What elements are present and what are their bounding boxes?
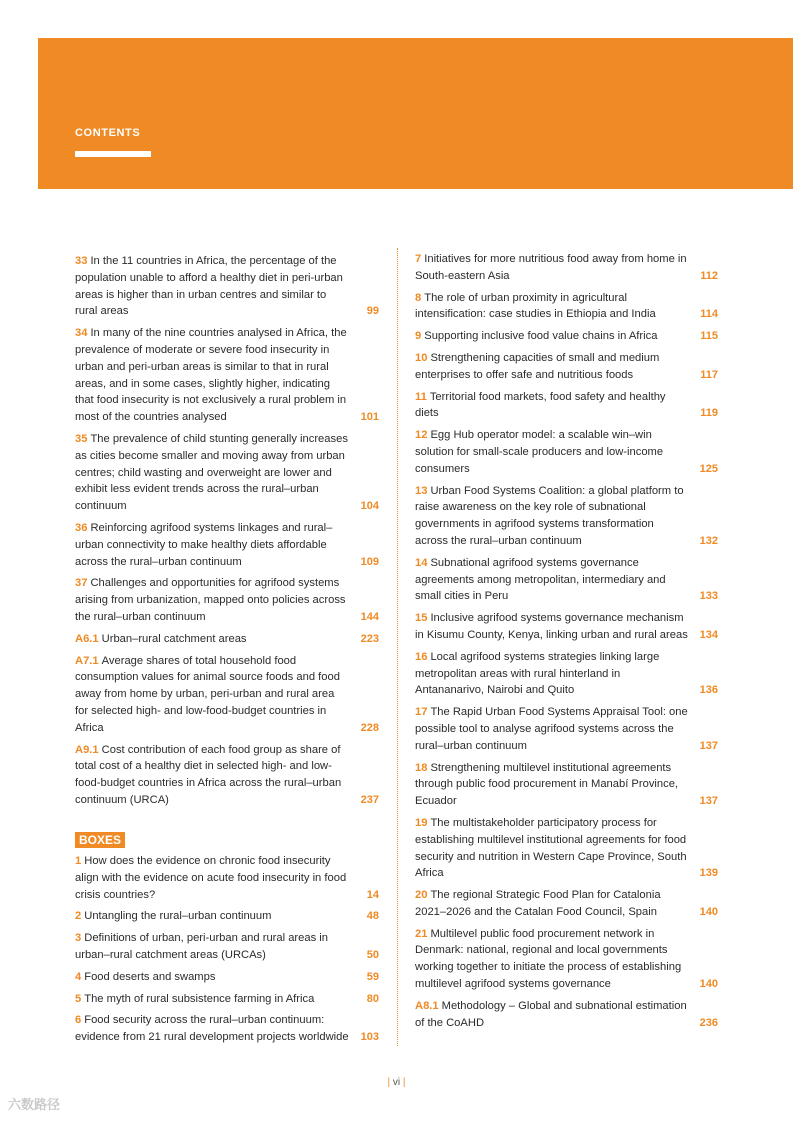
entry-page-number: 48: [366, 910, 379, 923]
entry-title: Territorial food markets, food safety and healthy diets: [415, 390, 666, 420]
entry-title: How does the evidence on chronic food insecurity align with the evidence on acute food insecurity in food crisis countries?: [75, 855, 347, 901]
entry-number: 36: [75, 521, 88, 534]
toc-entry[interactable]: [415, 760, 718, 810]
entry-number: 15: [415, 612, 428, 625]
entry-number: 17: [415, 706, 428, 719]
entry-page-number: 125: [699, 462, 718, 475]
toc-entry[interactable]: [75, 431, 379, 515]
entry-page-number: 223: [360, 632, 379, 645]
entry-number: 10: [415, 351, 428, 364]
entry-page-number: 236: [699, 1016, 718, 1029]
toc-entry[interactable]: [75, 325, 379, 426]
toc-entry[interactable]: [415, 483, 718, 550]
entry-number: 33: [75, 255, 88, 267]
title-underline: [75, 151, 151, 157]
boxes-list-right: [415, 251, 718, 1036]
toc-entry[interactable]: [75, 853, 379, 903]
entry-page-number: 50: [366, 948, 379, 961]
toc-entry[interactable]: [415, 555, 718, 605]
entry-number: 21: [415, 927, 428, 940]
entry-title: Supporting inclusive food value chains in Africa: [424, 330, 658, 343]
toc-entry[interactable]: [415, 389, 718, 423]
entry-page-number: 133: [699, 590, 718, 603]
toc-entry[interactable]: [75, 653, 379, 737]
toc-entry[interactable]: [415, 610, 718, 644]
toc-entry[interactable]: [415, 328, 718, 345]
entry-title: Average shares of total household food consumption values for animal source foods and food away from home by urban, peri-urban and rural area for selected high- and low-food-budget countries in Africa: [75, 654, 340, 734]
entry-page-number: 103: [360, 1031, 379, 1044]
entry-page-number: 139: [699, 867, 718, 880]
entry-title: Urban–rural catchment areas: [101, 632, 247, 645]
boxes-list-left: [75, 853, 379, 1046]
entry-number: 9: [415, 330, 422, 343]
entry-number: 20: [415, 889, 428, 902]
entry-title: Food deserts and swamps: [84, 970, 216, 983]
figures-list-left: [75, 253, 379, 814]
entry-title: Multilevel public food procurement network in Denmark: national, regional and local governments working together to initiate the process of establishing multilevel agrifood systems governance: [415, 927, 682, 991]
entry-page-number: 134: [699, 628, 718, 641]
entry-number: 19: [415, 816, 428, 829]
entry-number: 16: [415, 650, 428, 663]
entry-number: 18: [415, 761, 428, 774]
entry-number: A9.1: [75, 743, 99, 756]
entry-number: 14: [415, 556, 428, 569]
entry-page-number: 109: [360, 555, 379, 568]
entry-title: The multistakeholder participatory process for establishing multilevel institutional agreements for food security and nutrition in Western Cape Province, South Africa: [415, 816, 687, 880]
entry-title: Initiatives for more nutritious food away from home in South-eastern Asia: [415, 253, 687, 282]
entry-title: Challenges and opportunities for agrifood systems arising from urbanization, mapped onto policies across the rural–urban continuum: [75, 577, 346, 623]
entry-number: 13: [415, 484, 428, 497]
toc-entry[interactable]: [75, 253, 379, 320]
entry-page-number: 144: [360, 610, 379, 623]
entry-number: 11: [415, 390, 427, 403]
entry-page-number: 59: [366, 970, 379, 983]
page-number: | vi |: [387, 1077, 406, 1088]
entry-title: Definitions of urban, peri-urban and rural areas in urban–rural catchment areas (URCAs): [75, 932, 329, 961]
entry-title: Untangling the rural–urban continuum: [84, 910, 272, 923]
entry-title: Egg Hub operator model: a scalable win–win solution for small-scale producers and low-income consumers: [415, 429, 664, 475]
entry-page-number: 101: [360, 411, 379, 424]
entry-title: The role of urban proximity in agricultural intensification: case studies in Ethiopia and India: [415, 291, 656, 321]
toc-entry[interactable]: [75, 991, 379, 1008]
toc-entry[interactable]: [415, 251, 718, 285]
entry-title: Local agrifood systems strategies linking large metropolitan areas with rural hinterland in Antananarivo, Nairobi and Quito: [415, 650, 660, 697]
entry-title: Food security across the rural–urban continuum: evidence from 21 rural development projects worldwide: [75, 1014, 349, 1044]
entry-number: 35: [75, 432, 88, 445]
toc-entry[interactable]: [75, 930, 379, 964]
entry-page-number: 237: [360, 793, 379, 806]
entry-number: 2: [75, 910, 82, 923]
entry-number: A6.1: [75, 632, 99, 645]
entry-title: In many of the nine countries analysed in Africa, the prevalence of moderate or severe food insecurity in urban and peri-urban areas is similar to that in rural areas, and in some cases, slightly higher, indicating that food insecurity is not exclusively a rural problem in most of the countries analysed: [75, 327, 347, 424]
entry-title: Reinforcing agrifood systems linkages and rural–urban connectivity to make healthy diets affordable across the rural–urban continuum: [75, 521, 333, 568]
toc-entry[interactable]: [75, 631, 379, 648]
entry-page-number: 104: [360, 500, 379, 513]
entry-page-number: 119: [700, 407, 718, 420]
toc-entry[interactable]: [75, 520, 379, 570]
entry-page-number: 132: [699, 534, 718, 547]
entry-title: Strengthening capacities of small and medium enterprises to offer safe and nutritious foods: [415, 351, 660, 381]
toc-entry[interactable]: [415, 427, 718, 477]
entry-page-number: 112: [700, 269, 718, 282]
toc-entry[interactable]: [415, 926, 718, 993]
toc-entry[interactable]: [75, 575, 379, 625]
entry-title: Cost contribution of each food group as share of total cost of a healthy diet in selected high- and low-food-budget countries in Africa across the rural–urban continuum (URCA): [75, 743, 342, 806]
entry-number: 7: [415, 253, 422, 265]
toc-entry[interactable]: [415, 998, 718, 1032]
column-divider: [397, 248, 398, 1046]
entry-page-number: 99: [366, 305, 379, 318]
entry-number: 6: [75, 1014, 82, 1027]
toc-entry[interactable]: [75, 969, 379, 986]
entry-title: Strengthening multilevel institutional agreements through public food procurement in Manabí Province, Ecuador: [415, 761, 679, 808]
entry-page-number: 140: [699, 978, 718, 991]
entry-page-number: 115: [700, 330, 718, 343]
entry-number: A7.1: [75, 654, 99, 667]
entry-title: Urban Food Systems Coalition: a global platform to raise awareness on the key role of subnational governments in agrifood systems transformation across the rural–urban continuum: [415, 484, 684, 547]
entry-page-number: 114: [700, 308, 718, 321]
entry-number: 4: [75, 970, 82, 983]
entry-title: The Rapid Urban Food Systems Appraisal Tool: one possible tool to analyse agrifood systems across the rural–urban continuum: [415, 706, 688, 752]
watermark-text: 六数路径: [8, 1097, 61, 1112]
entry-title: Subnational agrifood systems governance agreements among metropolitan, intermediary and small cities in Peru: [415, 556, 666, 603]
entry-title: The prevalence of child stunting generally increases as cities become smaller and moving away from urban centres; child wasting and overweight are lower and exhibit less evident trends across the rural–urban continuum: [75, 432, 348, 513]
entry-number: 1: [75, 855, 82, 867]
toc-entry[interactable]: [415, 350, 718, 384]
entry-page-number: 228: [360, 721, 379, 734]
toc-entry[interactable]: [415, 704, 718, 754]
entry-number: 3: [75, 932, 82, 945]
toc-entry[interactable]: [415, 815, 718, 882]
entry-number: 8: [415, 291, 422, 304]
entry-page-number: 140: [699, 905, 718, 918]
entry-number: 34: [75, 327, 88, 340]
boxes-section: [75, 831, 379, 1051]
toc-entry[interactable]: [415, 290, 718, 324]
toc-entry[interactable]: [415, 887, 718, 921]
entry-number: 37: [75, 577, 88, 590]
page-title: CONTENTS: [75, 127, 141, 139]
page-number-value: vi: [392, 1077, 401, 1088]
toc-entry[interactable]: [415, 649, 718, 699]
toc-entry[interactable]: [75, 742, 379, 809]
entry-number: 5: [75, 992, 82, 1005]
toc-entry[interactable]: [75, 908, 379, 925]
entry-page-number: 137: [699, 739, 718, 752]
entry-title: Methodology – Global and subnational estimation of the CoAHD: [415, 999, 687, 1029]
entry-title: Inclusive agrifood systems governance mechanism in Kisumu County, Kenya, linking urban and rural areas: [415, 612, 688, 641]
header-banner: [38, 38, 793, 189]
entry-page-number: 136: [699, 684, 718, 697]
entry-page-number: 137: [699, 795, 718, 808]
watermark-logo: [8, 1094, 108, 1118]
entry-page-number: 117: [700, 368, 718, 381]
entry-number: 12: [415, 429, 428, 442]
entry-title: The regional Strategic Food Plan for Catalonia 2021–2026 and the Catalan Food Council, Spain: [415, 889, 661, 918]
entry-title: In the 11 countries in Africa, the percentage of the population unable to afford a healthy diet in peri-urban areas is higher than in urban centres and similar to rural areas: [75, 255, 343, 318]
boxes-heading: BOXES: [75, 832, 125, 848]
entry-title: The myth of rural subsistence farming in Africa: [84, 992, 315, 1005]
entry-page-number: 14: [366, 888, 379, 901]
entry-number: A8.1: [415, 999, 439, 1012]
entry-page-number: 80: [366, 992, 379, 1005]
toc-entry[interactable]: [75, 1012, 379, 1046]
